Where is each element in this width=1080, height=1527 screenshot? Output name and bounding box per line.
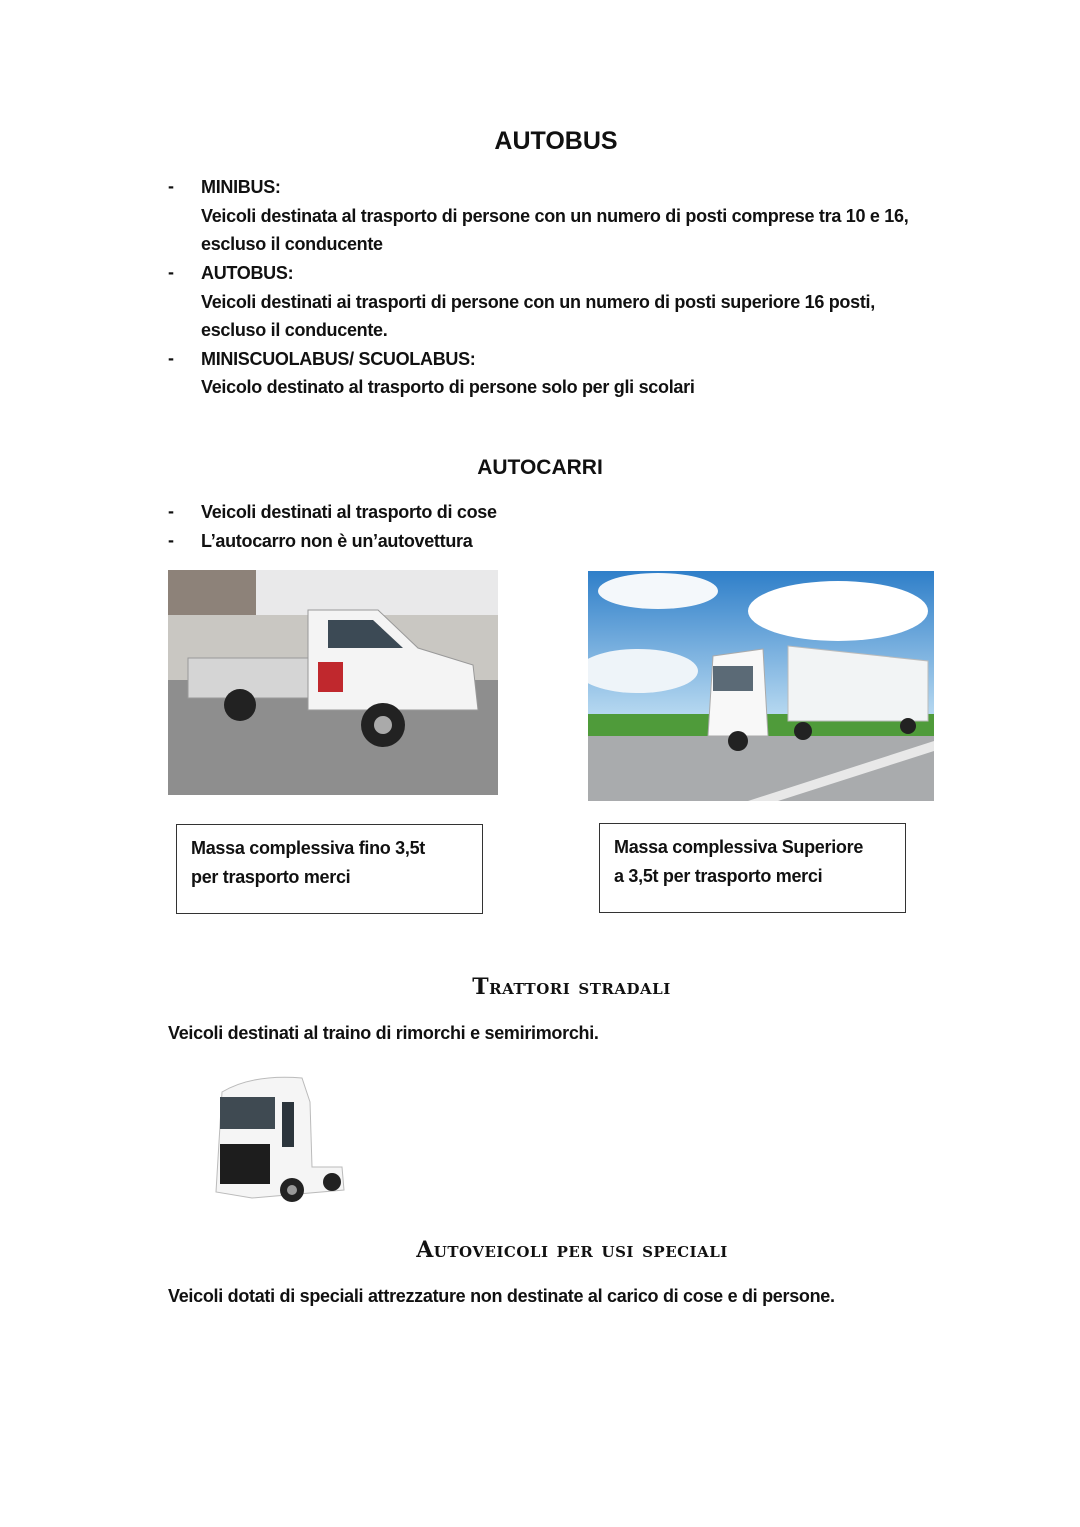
caption-line: Massa complessiva fino 3,5t bbox=[191, 838, 426, 858]
scuolabus-desc: Veicolo destinato al trasporto di persone solo per gli scolari bbox=[201, 377, 695, 397]
bullet-dash: - bbox=[168, 262, 174, 282]
autocarri-heading: AUTOCARRI bbox=[477, 456, 603, 479]
trattori-heading: Trattori stradali bbox=[472, 974, 671, 1000]
trattori-text: Veicoli destinati al traino di rimorchi e semirimorchi. bbox=[168, 1023, 599, 1043]
heavy-truck-image bbox=[588, 571, 934, 801]
speciali-text: Veicoli dotati di speciali attrezzature non destinate al carico di cose e di persone. bbox=[168, 1286, 835, 1306]
minibus-label: MINIBUS: bbox=[201, 177, 281, 197]
autobus-label: AUTOBUS: bbox=[201, 263, 294, 283]
caption-line: Massa complessiva Superiore bbox=[614, 837, 864, 857]
minibus-desc-line1: Veicoli destinata al trasporto di persone con un numero di posti comprese tra 10 e 16, bbox=[201, 206, 909, 226]
autobus-desc-line1: Veicoli destinati ai trasporti di persone con un numero di posti superiore 16 posti, bbox=[201, 292, 875, 312]
heavy-truck-caption-box bbox=[599, 823, 906, 913]
bullet-dash: - bbox=[168, 530, 174, 550]
autocarri-bullet-1: Veicoli destinati al trasporto di cose bbox=[201, 502, 497, 522]
light-truck-caption-box bbox=[176, 824, 483, 914]
tractor-unit-image bbox=[212, 1072, 346, 1206]
speciali-heading: Autoveicoli per usi speciali bbox=[416, 1237, 728, 1263]
bullet-dash: - bbox=[168, 176, 174, 196]
bullet-dash: - bbox=[168, 501, 174, 521]
caption-line: a 3,5t per trasporto merci bbox=[614, 866, 823, 886]
light-truck-image bbox=[168, 570, 498, 795]
minibus-desc-line2: escluso il conducente bbox=[201, 234, 383, 254]
autobus-desc-line2: escluso il conducente. bbox=[201, 320, 388, 340]
caption-line: per trasporto merci bbox=[191, 867, 351, 887]
autocarri-bullet-2: L’autocarro non è un’autovettura bbox=[201, 531, 473, 551]
autobus-heading: AUTOBUS bbox=[494, 127, 618, 155]
bullet-dash: - bbox=[168, 348, 174, 368]
scuolabus-label: MINISCUOLABUS/ SCUOLABUS: bbox=[201, 349, 476, 369]
